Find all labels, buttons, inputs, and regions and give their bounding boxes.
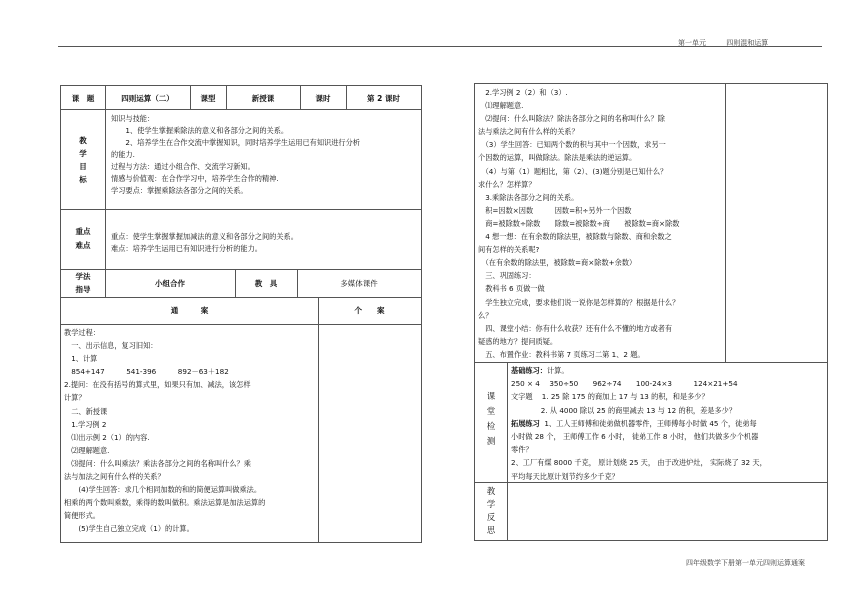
process-line: （在有余数的除法里，被除数=商×除数+余数）	[478, 258, 637, 268]
personal-label: 个 案	[354, 306, 385, 315]
objective-line: 1、使学生掌握乘除法的意义和各部分之间的关系。	[111, 126, 289, 135]
process-line: 相乘的两个数叫乘数，乘得的数叫做积。乘法运算是加法运算的	[64, 498, 266, 508]
process-line: 么？	[478, 310, 493, 320]
basic-practice-text: 计算。	[546, 366, 569, 375]
plan-label: 通 案	[170, 306, 209, 315]
process-line: ⑴理解题意.	[478, 101, 524, 111]
process-line: 计算？	[64, 393, 86, 403]
objective-line: 过程与方法：通过小组合作、交流学习新知。	[111, 162, 255, 171]
process-line: 一、出示信息，复习旧知：	[64, 341, 158, 351]
extension-line: 小时做 28 个， 王师傅工作 6 小时， 徒弟工作 8 小时， 他们共做多少个机器	[511, 432, 759, 442]
keypoints-text	[111, 231, 298, 255]
type-value: 新授课	[251, 94, 275, 103]
page-footer: 四年级数学下册第一单元四则运算通案	[686, 559, 805, 567]
type-label: 课型	[200, 94, 216, 103]
word-problem-1: 1. 25 除 175 的商加上 17 与 13 的积，和是多少？	[541, 392, 709, 402]
process-line: 三、巩固练习：	[478, 271, 536, 281]
tools-value: 多媒体课件	[340, 279, 378, 288]
keypoint-line: 重点：使学生掌握掌握加减法的意义和各部分之间的关系。	[111, 232, 298, 241]
class-check-content	[511, 364, 767, 483]
reflection-label: 教 学 反 思	[486, 487, 496, 536]
process-line: （3）学生回答：已知两个数的积与其中一个因数，求另一	[478, 140, 666, 150]
basic-practice-label: 基础练习：	[511, 366, 547, 375]
keypoint-line: 难点：培养学生运用已有知识进行分析的能力。	[111, 244, 262, 253]
process-line: (4)学生回答：求几个相同加数的和的简便运算叫做乘法。	[64, 485, 262, 495]
process-line: 1、计算	[64, 354, 98, 364]
lesson-label: 课 题	[71, 94, 95, 103]
process-text	[64, 326, 265, 536]
calc-row: 250 × 4 350÷50 962÷74 100-24×3 124×21+54	[511, 379, 738, 389]
objective-line: 知识与技能：	[111, 114, 155, 123]
extension-practice-label: 拓展练习	[511, 418, 540, 428]
lesson-plan-left-table	[60, 85, 422, 543]
word-problem-2: 2. 从 4000 除以 25 的商里减去 13 与 12 的积，差是多少？	[540, 405, 737, 415]
process-line: 1.学习例 2	[64, 419, 107, 429]
process-line: ⑴出示例 2（1）的内容.	[64, 432, 150, 442]
process-line: 积=因数×因数 因数=积÷另外一个因数	[478, 205, 632, 215]
extension-line: 平均每天比原计划节约多少千克？	[511, 471, 619, 481]
process-line: 法与加法之间有什么样的关系？	[64, 472, 165, 482]
process-line: ⑵提问：什么叫除法？除法各部分之间的名称叫什么？除	[478, 114, 665, 124]
lesson-plan-right-table	[474, 83, 828, 541]
process-line: 商=被除数÷除数 除数=被除数÷商 被除数=商×除数	[478, 218, 680, 228]
process-line: 2.提问：在没有括号的算式里，如果只有加、减法，该怎样	[64, 380, 251, 390]
objectives-text	[111, 113, 360, 197]
objective-line: 情感与价值观：在合作学习中，培养学生合作的精神.	[111, 174, 279, 183]
process-line: （4）与第（1）题相比，第（2）、(3)题分别是已知什么？	[478, 166, 668, 176]
process-line: 简便形式。	[64, 511, 100, 521]
process-line: 求什么？怎样算？	[478, 179, 536, 189]
period-label: 课时	[315, 94, 331, 103]
tools-label: 教 具	[254, 279, 278, 288]
word-problem-label: 文字题	[511, 392, 533, 402]
class-check-label: 课 堂 检 测	[486, 392, 496, 447]
process-line: 疑惑的地方？提问质疑。	[478, 336, 558, 346]
page-header-title: 四则混和运算	[726, 39, 769, 47]
process-continued-text	[478, 86, 679, 361]
process-line: 四、课堂小结：你有什么收获？还有什么不懂的地方或者有	[478, 323, 673, 333]
process-line: 854+147 541-396 892－63＋182	[64, 367, 229, 377]
extension-line: 零件？	[511, 445, 533, 455]
method-label: 学法 指导	[75, 272, 91, 294]
process-line: 五、布置作业：教科书第 7 页练习二第 1、2 题。	[478, 349, 645, 359]
process-line: 法与乘法之间有什么样的关系？	[478, 127, 579, 137]
objective-line: 学习要点：掌握乘除法各部分之间的关系。	[111, 186, 248, 195]
process-line: 教科书 6 页做一做	[478, 284, 545, 294]
extension-line: 2、工厂有煤 8000 千克， 原计划烧 25 天， 由于改进炉灶， 实际烧了 32 天，	[511, 458, 767, 468]
process-line: ⑶提问：什么叫乘法？乘法各部分之间的名称叫什么？乘	[64, 458, 251, 468]
process-line: 2.学习例 2（2）和（3）.	[478, 88, 568, 97]
objective-line: 的能力.	[111, 150, 135, 159]
process-line: 4 想一想：在有余数的除法里，被除数与除数、商和余数之	[478, 232, 672, 242]
objective-line: 2、培养学生在合作交流中掌握知识，同时培养学生运用已有知识进行分析	[111, 138, 360, 147]
header-rule	[58, 46, 822, 47]
extension-line: 1、工人王师傅和徒弟做机器零件，王师傅每小时做 45 个，徒弟每	[544, 418, 757, 428]
process-line: 间有怎样的关系呢?	[478, 245, 540, 255]
process-line: ⑵理解题意.	[64, 445, 110, 455]
lesson-value: 四则运算（二）	[121, 94, 174, 103]
process-line: 教学过程：	[64, 328, 100, 337]
process-line: 3.乘除法各部分之间的关系。	[478, 192, 579, 202]
process-line: (5)学生自己独立完成（1）的计算。	[64, 524, 194, 534]
process-line: 个因数的运算，叫做除法。除法是乘法的逆运算。	[478, 153, 637, 163]
method-value: 小组合作	[155, 279, 185, 288]
objectives-label: 教 学 目 标	[79, 136, 87, 184]
process-line: 学生独立完成，要求他们说一说你是怎样算的？根据是什么？	[478, 297, 680, 307]
period-value: 第 2 课时	[367, 94, 400, 103]
page-header-unit: 第一单元	[678, 39, 706, 47]
keypoints-label: 重点 难点	[75, 227, 91, 250]
process-line: 二、新授课	[64, 406, 108, 416]
